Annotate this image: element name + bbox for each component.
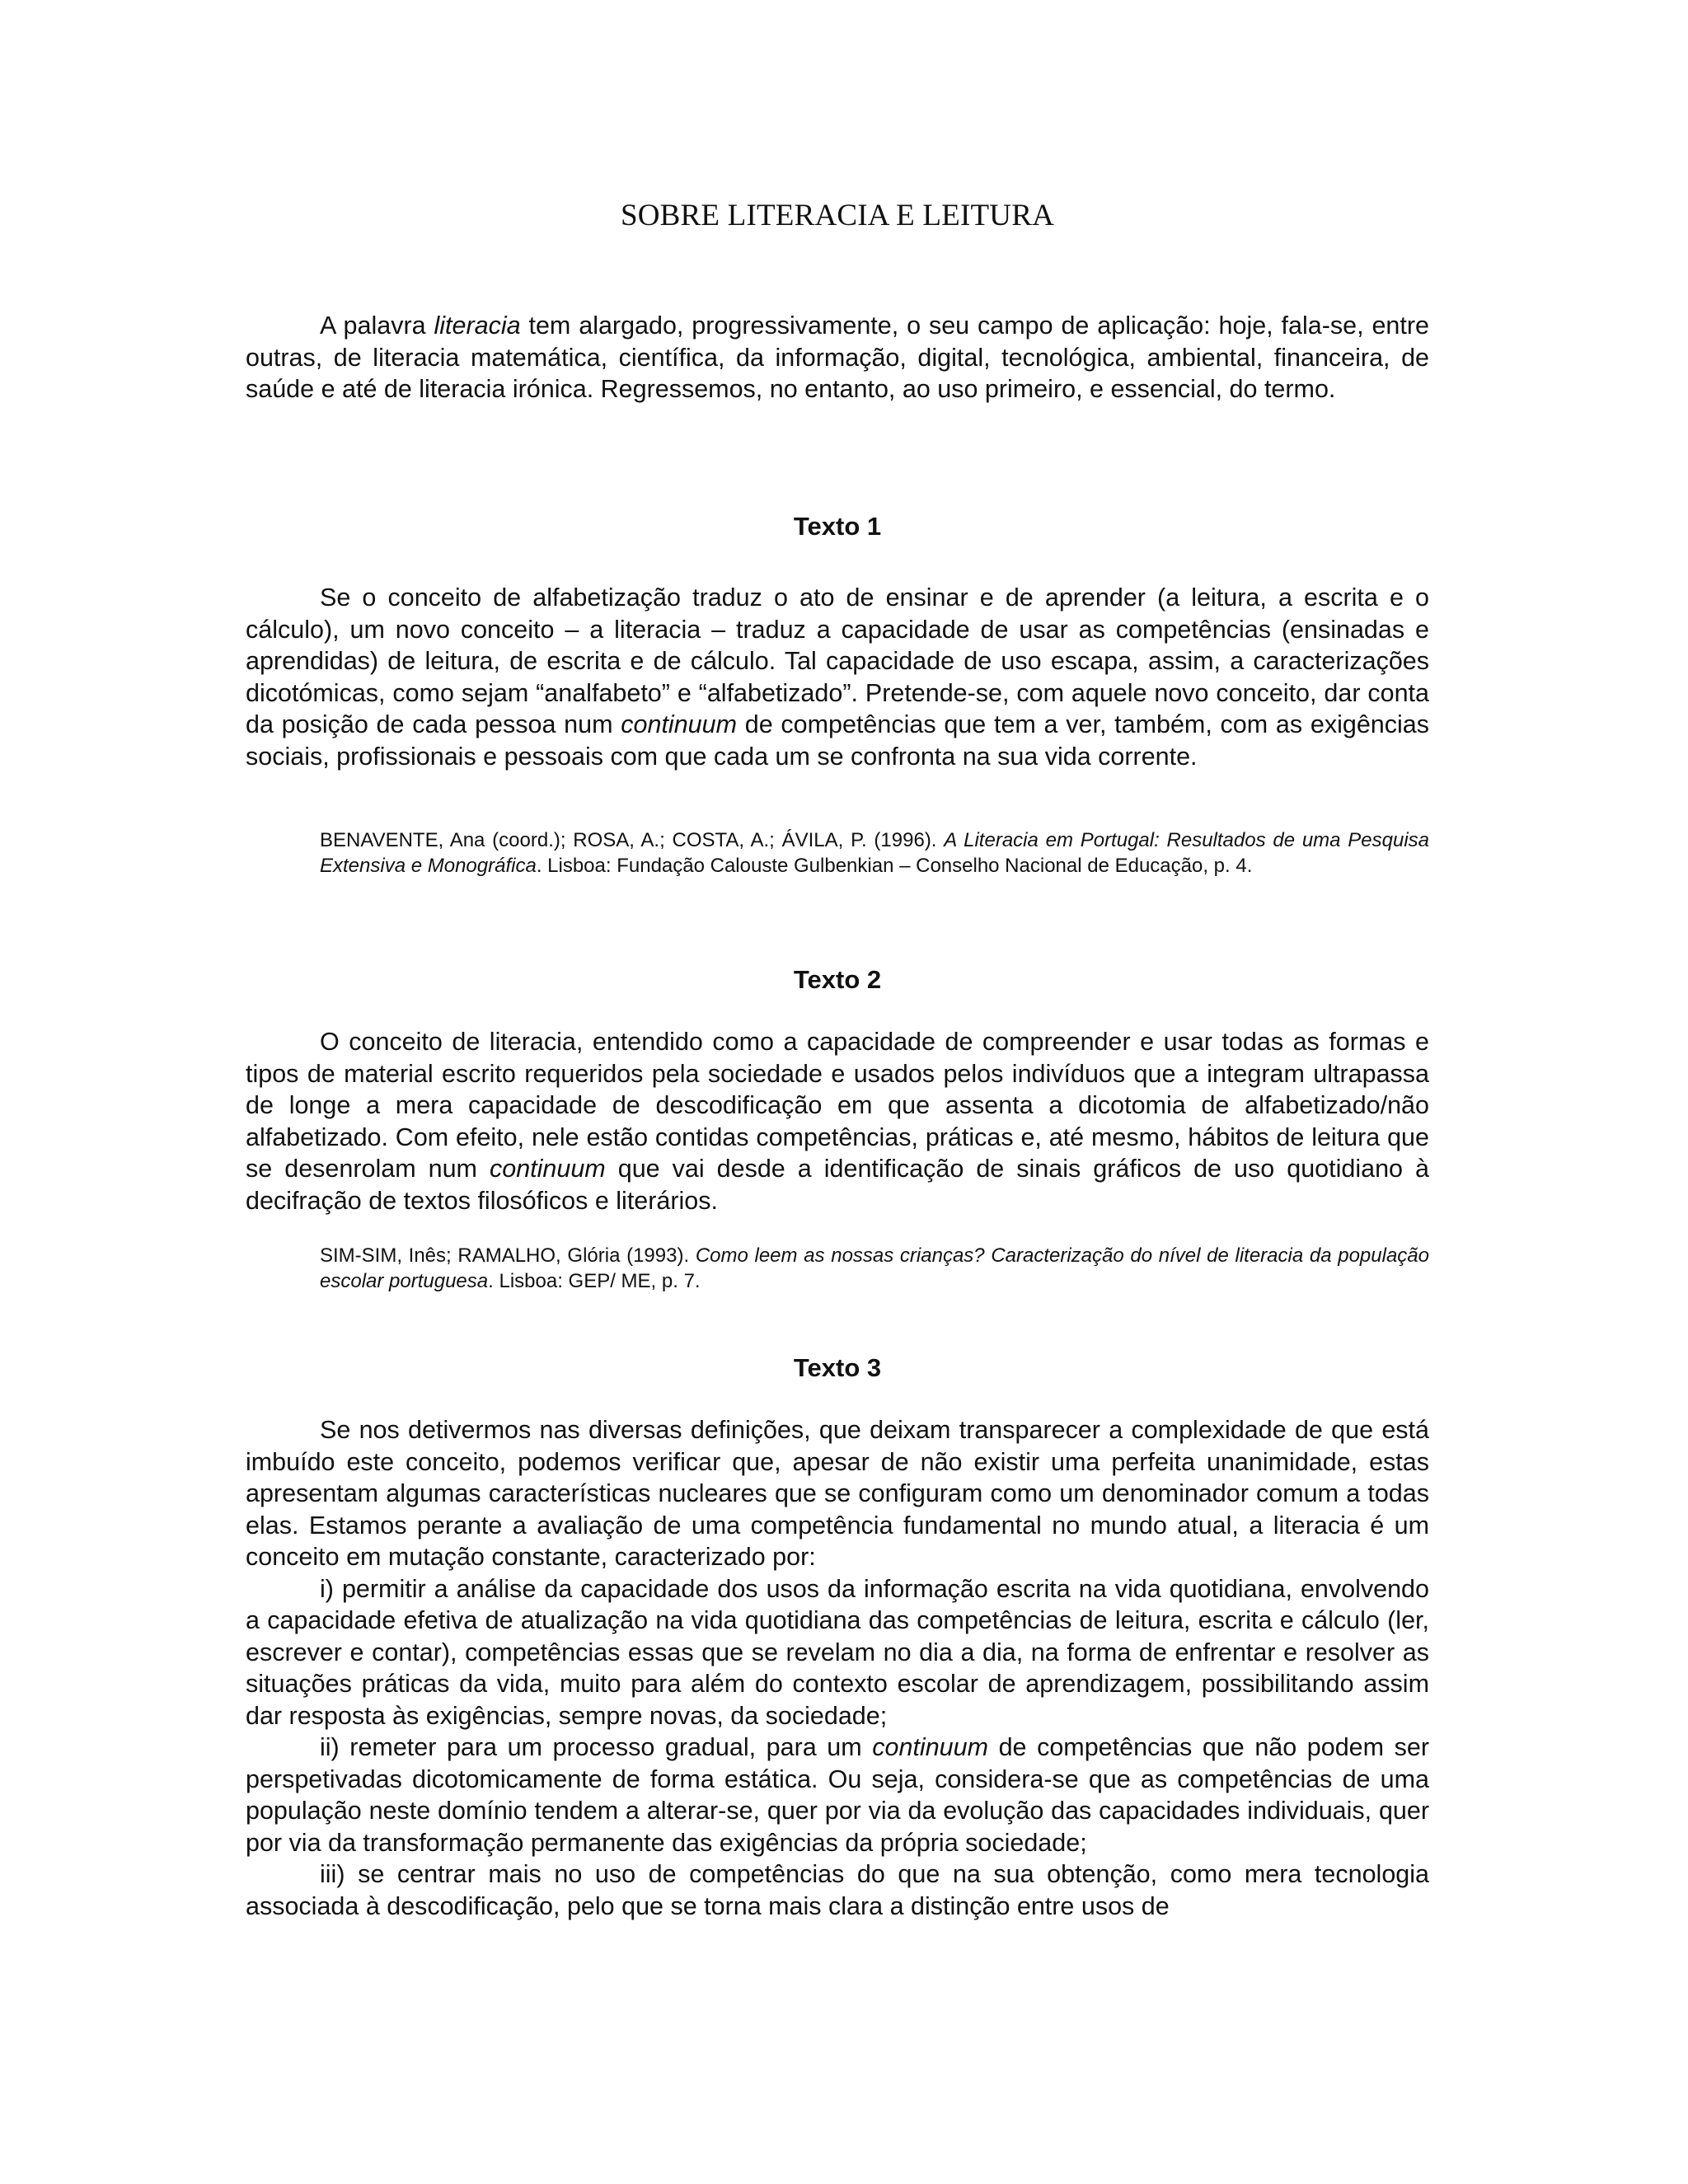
texto1-italic-term: continuum: [621, 710, 737, 738]
texto3-heading-block: [246, 1353, 1429, 1383]
texto1-ref-publisher: . Lisboa: Fundação Calouste Gulbenkian – Conselho Nacional de Educação, p. 4.: [536, 855, 1253, 877]
document-title: SOBRE LITERACIA E LEITURA: [620, 199, 1055, 232]
texto3-paragraph: Se nos detivermos nas diversas definições, que deixam transparecer a complexidade de que está imbuído este conceito, podemos verificar que, apesar de não existir uma perfeita unanimidade, estas apresentam algumas características nucleares que se configuram como um denominador comum a todas elas. Estamos perante a avaliação de uma competência fundamental no mundo atual, a literacia é um conceito em mutação constante, caracterizado por:: [246, 1416, 1429, 1571]
texto1-reference: [320, 827, 1429, 879]
texto2-italic-term: continuum: [489, 1155, 606, 1183]
texto1-text-start: Se o conceito de alfabetização traduz o ato de ensinar e de aprender (a leitura, a escrita e o cálculo), um novo conceito – a literacia – traduz a capacidade de usar as competências (ensinadas e aprendidas) de leitura, de escrita e de cálculo. Tal capacidade de uso escapa, assim, a caracterizações dicotómicas, como sejam “analfabeto” e “alfabetizado”. Pretende-se, com aquele novo conceito, dar conta da posição de cada pessoa num: [246, 583, 1429, 738]
texto3-list-item-2: [246, 1732, 1429, 1858]
texto3-heading: Texto 3: [793, 1353, 882, 1382]
texto2-text-start: O conceito de literacia, entendido como a capacidade de compreender e usar todas as formas e tipos de material escrito requeridos pela sociedade e usados pelos indivíduos que a integram ultrapassa de longe a mera capacidade de descodificação em que assenta a dicotomia de alfabetizado/não alfabetizado. Com efeito, nele estão contidas competências, práticas e, até mesmo, hábitos de leitura que se desenrolam num: [246, 1028, 1429, 1183]
texto2-reference: [320, 1243, 1429, 1294]
texto2-ref-authors: SIM-SIM, Inês; RAMALHO, Glória (1993).: [320, 1244, 696, 1267]
texto2-heading: Texto 2: [793, 965, 882, 994]
texto2-ref-title: Como leem as nossas crianças? Caracterização do nível de literacia da população escolar portuguesa: [320, 1244, 1429, 1292]
texto2-ref-publisher: . Lisboa: GEP/ ME, p. 7.: [488, 1270, 701, 1292]
texto1-ref-title: A Literacia em Portugal: Resultados de uma Pesquisa Extensiva e Monográfica: [320, 829, 1430, 877]
texto1-heading-block: [246, 512, 1429, 541]
texto2-text-end: que vai desde a identificação de sinais gráficos de uso quotidiano à decifração de textos filosóficos e literários.: [246, 1155, 1429, 1215]
intro-paragraph: [246, 310, 1429, 405]
intro-paragraph-block: [246, 310, 1429, 405]
texto1-paragraph: [246, 582, 1429, 772]
texto1-text-end: de competências que tem a ver, também, com as exigências sociais, profissionais e pessoais com que cada um se confronta na sua vida corrente.: [246, 710, 1429, 771]
texto2-paragraph-block: [246, 1026, 1429, 1216]
texto3-item2-text-end: de competências que não podem ser perspetivadas dicotomicamente de forma estática. Ou seja, considera-se que as competências de uma população neste domínio tendem a alterar-se, quer por via da evolução das capacidades individuais, quer por via da transformação permanente das exigências da própria sociedade;: [246, 1733, 1430, 1857]
texto3-list-item-3: iii) se centrar mais no uso de competências do que na sua obtenção, como mera tecnologia associada à descodificação, pelo que se torna mais clara a distinção entre usos de: [246, 1860, 1429, 1920]
texto1-paragraph-block: [246, 582, 1429, 772]
texto1-heading: Texto 1: [793, 512, 882, 541]
intro-italic-term: literacia: [434, 312, 521, 340]
texto2-heading-block: [246, 965, 1429, 995]
intro-text-end: tem alargado, progressivamente, o seu campo de aplicação: hoje, fala-se, entre outras, de literacia matemática, científica, da informação, digital, tecnológica, ambiental, financeira, de saúde e até de literacia irónica. Regressemos, no entanto, ao uso primeiro, e essencial, do termo.: [246, 312, 1429, 403]
texto3-body-block: [246, 1414, 1429, 1922]
texto3-item2-text-start: ii) remeter para um processo gradual, para um: [320, 1733, 873, 1761]
intro-text-start: A palavra: [320, 312, 434, 340]
texto2-paragraph: [246, 1026, 1429, 1216]
texto3-item2-italic-term: continuum: [872, 1733, 988, 1761]
texto3-list-item-1: i) permitir a análise da capacidade dos usos da informação escrita na vida quotidiana, envolvendo a capacidade efetiva de atualização na vida quotidiana das competências de leitura, escrita e cálculo (ler, escrever e contar), competências essas que se revelam no dia a dia, na forma de enfrentar e resolver as situações práticas da vida, muito para além do contexto escolar de aprendizagem, possibilitando assim dar resposta às exigências, sempre novas, da sociedade;: [246, 1574, 1429, 1730]
texto1-ref-authors: BENAVENTE, Ana (coord.); ROSA, A.; COSTA, A.; ÁVILA, P. (1996).: [320, 829, 945, 851]
